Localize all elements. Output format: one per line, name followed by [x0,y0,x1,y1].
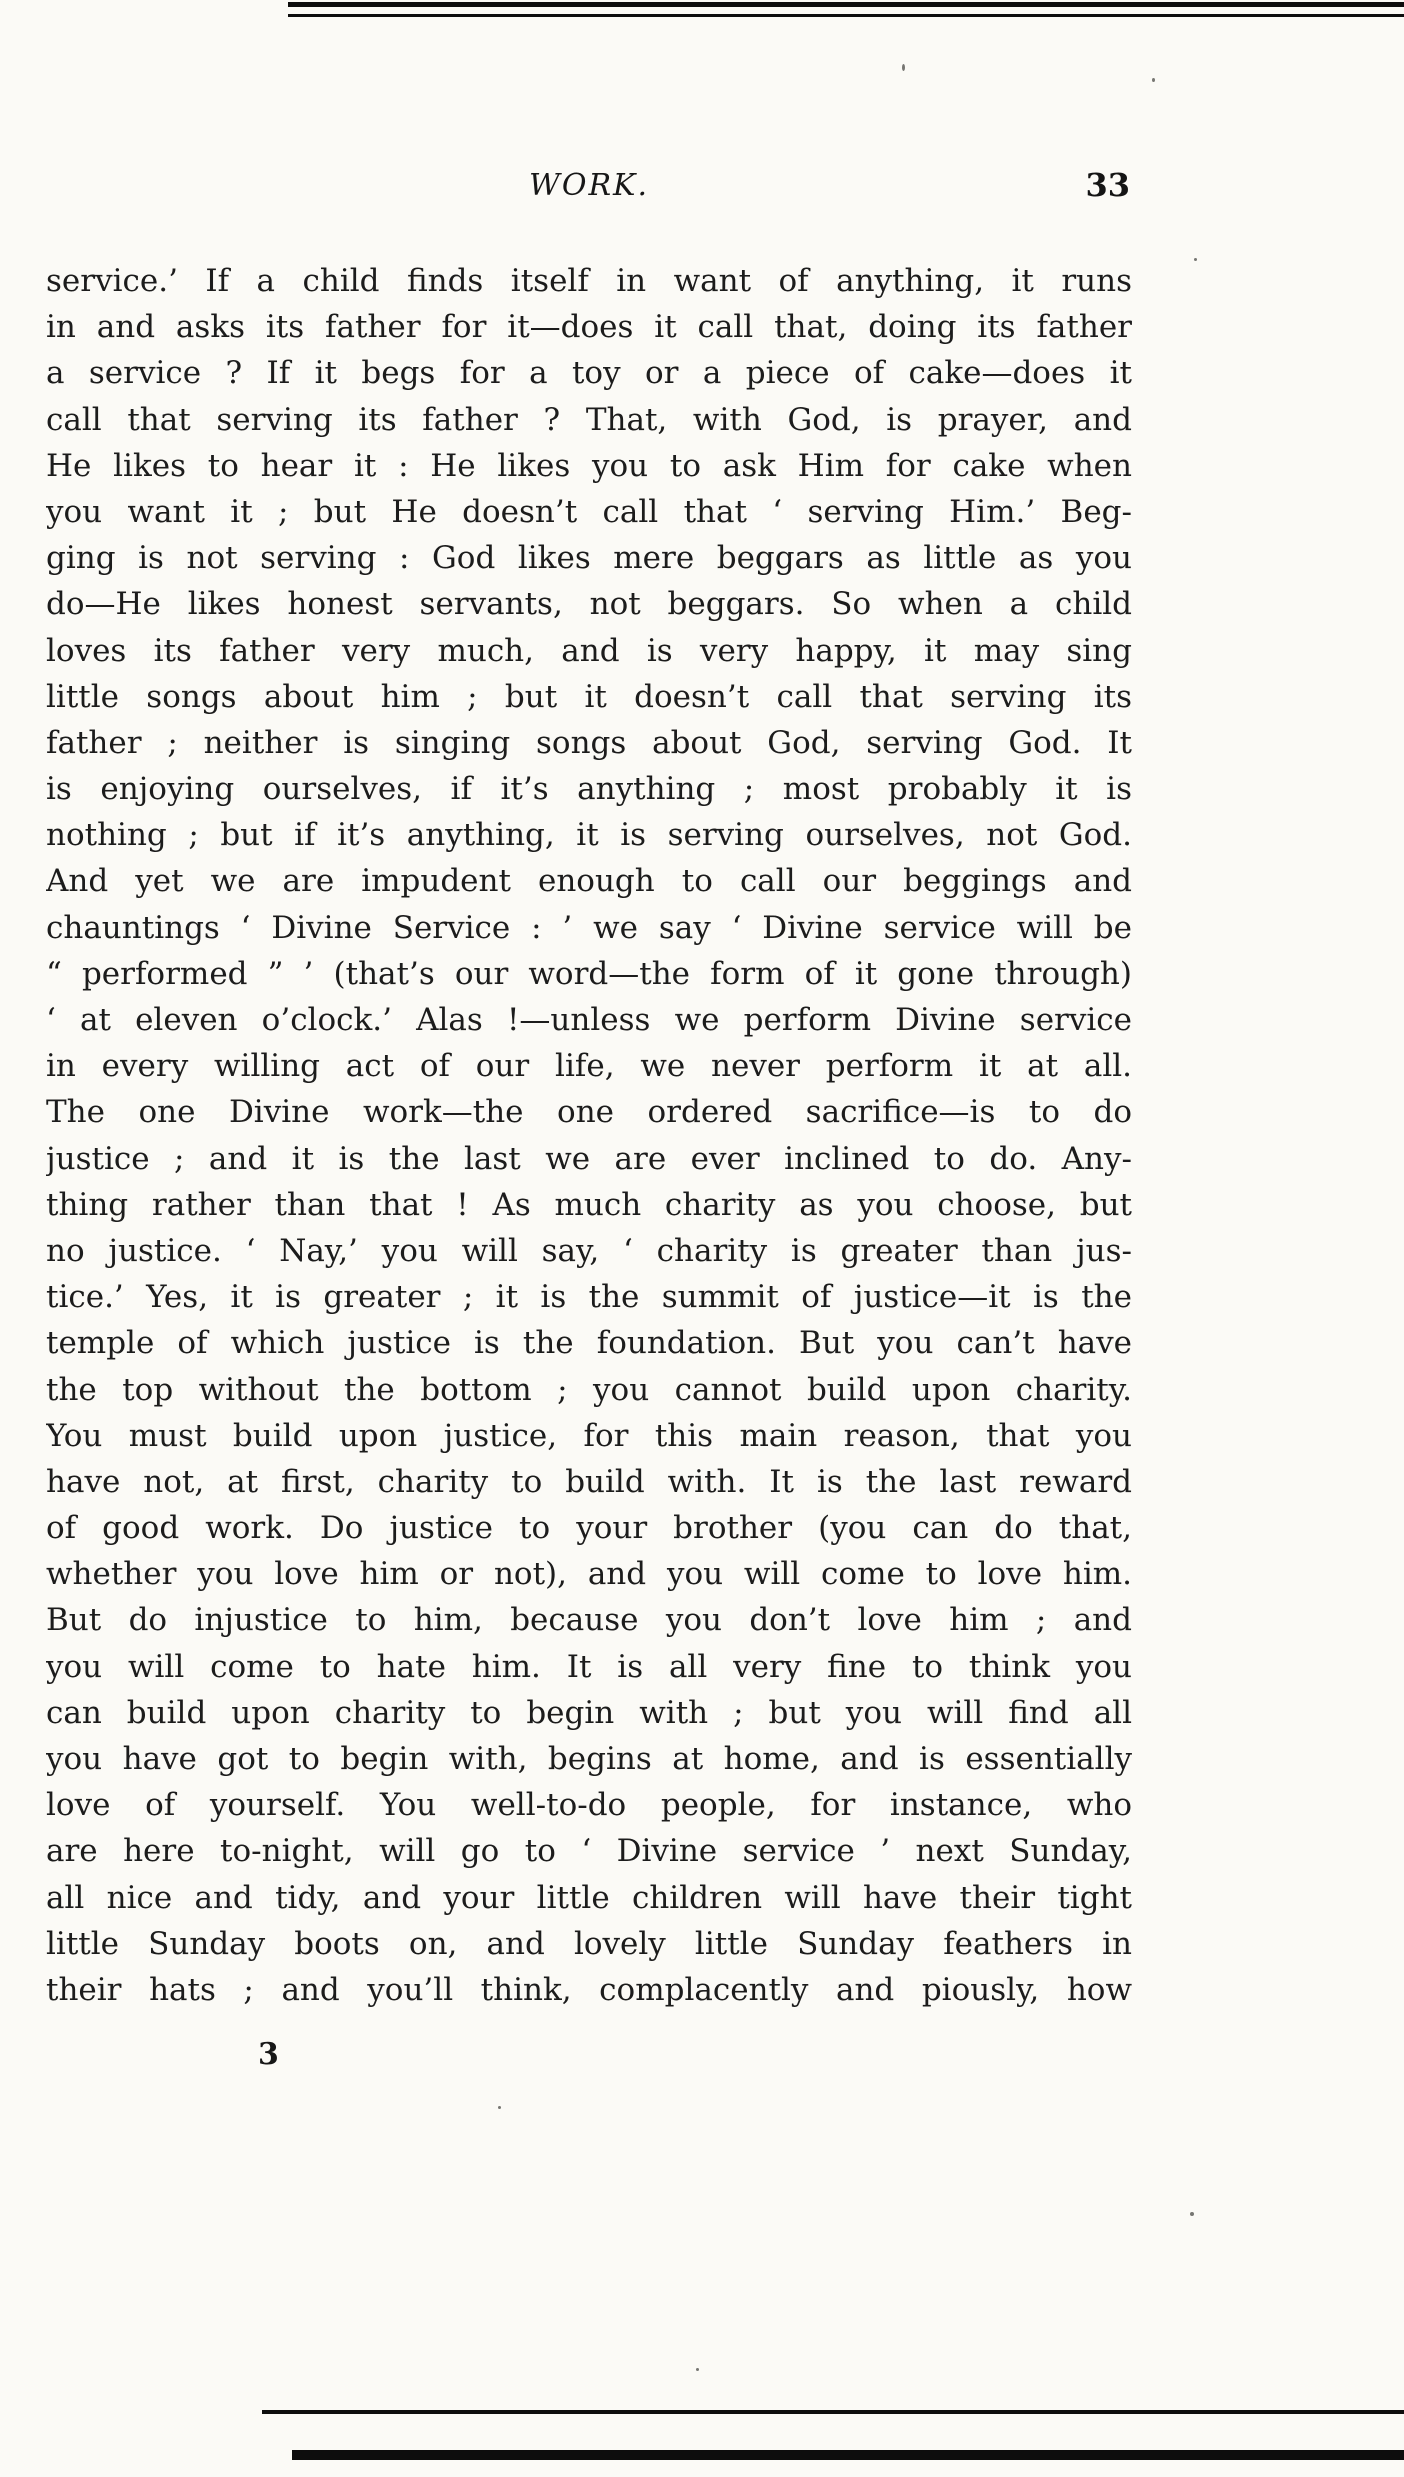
text-line: father ; neither is singing songs about God, serving God. It [46,724,1132,761]
text-line: You must build upon justice, for this main reason, that you [46,1417,1132,1454]
text-line: thing rather than that ! As much charity as you choose, but [46,1186,1132,1223]
text-line: in every willing act of our life, we never perform it at all. [46,1048,1132,1085]
text-line: is enjoying ourselves, if it’s anything ; most probably it is [46,771,1132,808]
scan-speck [1194,258,1197,261]
text-line: ging is not serving : God likes mere beggars as little as you [46,540,1132,577]
text-line: you have got to begin with, begins at home, and is essentially [46,1741,1132,1777]
text-line: you want it ; but He doesn’t call that ‘ serving Him.’ Beg- [46,493,1132,530]
scan-speck [1190,2212,1194,2216]
signature-mark: 3 [258,2037,279,2073]
text-line: tice.’ Yes, it is greater ; it is the summit of justice—it is the [46,1279,1132,1316]
bottom-rule-inner [262,2410,1404,2414]
text-line: little Sunday boots on, and lovely little Sunday feathers in [46,1925,1132,1962]
scan-speck [498,2106,501,2109]
scan-speck [902,64,905,71]
text-line: their hats ; and you’ll think, complacently and piously, how [46,1971,1132,2008]
text-line: ‘ at eleven o’clock.’ Alas !—unless we perform Divine service [46,1002,1132,1038]
running-title: WORK. [529,168,649,203]
text-line: whether you love him or not), and you will come to love him. [46,1556,1132,1593]
text-line: He likes to hear it : He likes you to ask Him for cake when [46,447,1132,484]
text-line: a service ? If it begs for a toy or a piece of cake—does it [46,355,1132,392]
scan-speck [1152,78,1155,82]
page-header [46,168,1132,214]
text-line: do—He likes honest servants, not beggars. So when a child [46,586,1132,623]
page-number: 33 [1085,166,1130,204]
text-line: call that serving its father ? That, with God, is prayer, and [46,401,1132,438]
scan-speck [696,2368,699,2371]
text-line: nothing ; but if it’s anything, it is serving ourselves, not God. [46,817,1132,854]
text-line: loves its father very much, and is very happy, it may sing [46,632,1132,669]
text-line: temple of which justice is the foundation. But you can’t have [46,1325,1132,1362]
text-line: can build upon charity to begin with ; but you will find all [46,1694,1132,1731]
text-line: little songs about him ; but it doesn’t call that serving its [46,678,1132,715]
text-line: the top without the bottom ; you cannot build upon charity. [46,1371,1132,1408]
text-line: “ performed ” ’ (that’s our word—the form of it gone through) [46,955,1132,992]
text-line: And yet we are impudent enough to call our beggings and [46,863,1132,900]
text-line: have not, at first, charity to build with. It is the last reward [46,1463,1132,1500]
text-line: are here to-night, will go to ‘ Divine service ’ next Sunday, [46,1833,1132,1870]
text-column [46,0,1132,2072]
bottom-rule [292,2450,1404,2460]
text-line: The one Divine work—the one ordered sacrifice—is to do [46,1094,1132,1131]
text-line: in and asks its father for it—does it call that, doing its father [46,309,1132,346]
body-text [46,258,1132,2013]
text-line: chauntings ‘ Divine Service : ’ we say ‘ Divine service will be [46,909,1132,946]
text-line: justice ; and it is the last we are ever inclined to do. Any- [46,1140,1132,1177]
text-line: all nice and tidy, and your little children will have their tight [46,1879,1132,1916]
text-line: no justice. ‘ Nay,’ you will say, ‘ charity is greater than jus- [46,1232,1132,1269]
text-line: you will come to hate him. It is all very fine to think you [46,1648,1132,1685]
text-line: service.’ If a child finds itself in want of anything, it runs [46,263,1132,299]
text-line: But do injustice to him, because you don’t love him ; and [46,1602,1132,1639]
text-line: of good work. Do justice to your brother (you can do that, [46,1510,1132,1547]
text-line: love of yourself. You well-to-do people, for instance, who [46,1787,1132,1824]
